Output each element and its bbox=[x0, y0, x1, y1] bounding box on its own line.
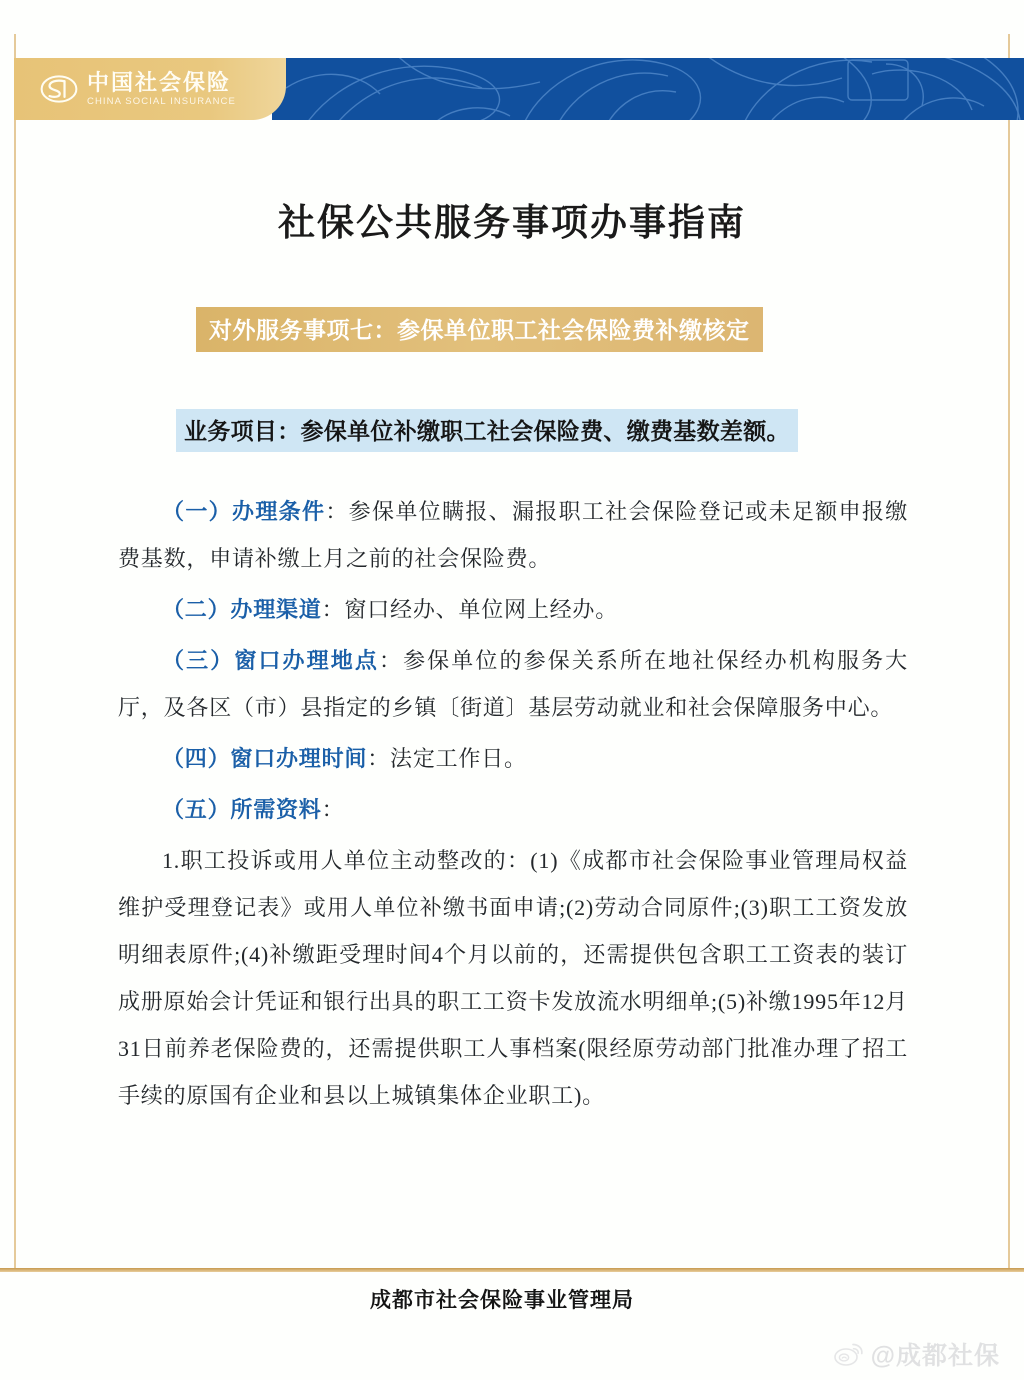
weibo-handle: @成都社保 bbox=[870, 1342, 1000, 1370]
page-frame-bottom-rule bbox=[0, 1268, 1024, 1272]
section-heading-4: 窗口办理时间 bbox=[230, 746, 368, 771]
brand-name-cn: 中国社会保险 bbox=[87, 69, 232, 95]
brand-text bbox=[87, 69, 236, 107]
section-number-3: （三） bbox=[162, 648, 235, 673]
banner-blue-panel bbox=[272, 58, 1024, 120]
section-paragraph-4 bbox=[118, 735, 908, 782]
section-body-2: 窗口经办、单位网上经办。 bbox=[344, 597, 619, 622]
section-number-5: （五） bbox=[162, 797, 231, 822]
section-heading-2: 办理渠道 bbox=[230, 597, 322, 622]
section-colon-3: ： bbox=[378, 648, 404, 673]
section-paragraph-3 bbox=[118, 637, 908, 731]
section-colon-4: ： bbox=[367, 746, 391, 771]
section-paragraph-5 bbox=[118, 786, 908, 833]
section-body-3: 参保单位的参保关系所在地社保经办机构服务大厅，及各区（市）县指定的乡镇〔街道〕基层劳动就业和社会保障服务中心。 bbox=[118, 648, 908, 720]
materials-item-1: 1.职工投诉或用人单位主动整改的：(1)《成都市社会保险事业管理局权益维护受理登记表》或用人单位补缴书面申请;(2)劳动合同原件;(3)职工工资发放明细表原件;(4)补缴距受理时间4个月以前的，还需提供包含职工工资表的装订成册原始会计凭证和银行出具的职工工资卡发放流水明细单;(5)补缴1995年12月31日前养老保险费的，还需提供职工人事档案(限经原劳动部门批准办理了招工手续的原国有企业和县以上城镇集体企业职工)。 bbox=[118, 848, 908, 1108]
section-number-4: （四） bbox=[162, 746, 231, 771]
brand-name-en: CHINA SOCIAL INSURANCE bbox=[87, 95, 236, 107]
header-banner bbox=[14, 58, 1024, 120]
section-number-1: （一） bbox=[162, 499, 232, 524]
blue-swirl-pattern-icon bbox=[272, 58, 1024, 120]
section-heading-3: 窗口办理地点 bbox=[234, 648, 379, 673]
ssi-emblem-icon bbox=[40, 74, 78, 104]
section-body-1: 参保单位瞒报、漏报职工社会保险登记或未足额申报缴费基数，申请补缴上月之前的社会保险费。 bbox=[118, 499, 909, 571]
section-colon-5: ： bbox=[321, 797, 345, 822]
business-item-highlight: 业务项目：参保单位补缴职工社会保险费、缴费基数差额。 bbox=[176, 409, 798, 452]
section-paragraph-2 bbox=[118, 586, 908, 633]
weibo-icon bbox=[834, 1342, 864, 1366]
page-title: 社保公共服务事项办事指南 bbox=[278, 203, 746, 244]
section-paragraph-1 bbox=[118, 488, 908, 582]
brand-plate bbox=[14, 58, 286, 120]
section-colon-2: ： bbox=[321, 597, 345, 622]
section-heading-5: 所需资料 bbox=[230, 797, 322, 822]
document-body bbox=[118, 488, 908, 1123]
service-item-banner: 对外服务事项七：参保单位职工社会保险费补缴核定 bbox=[196, 307, 763, 352]
section-number-2: （二） bbox=[162, 597, 231, 622]
section-body-4: 法定工作日。 bbox=[390, 746, 527, 771]
weibo-watermark bbox=[834, 1336, 1000, 1372]
issuing-organization: 成都市社会保险事业管理局 bbox=[370, 1289, 634, 1312]
section-heading-1: 办理条件 bbox=[232, 499, 326, 524]
section-colon-1: ： bbox=[325, 499, 349, 524]
